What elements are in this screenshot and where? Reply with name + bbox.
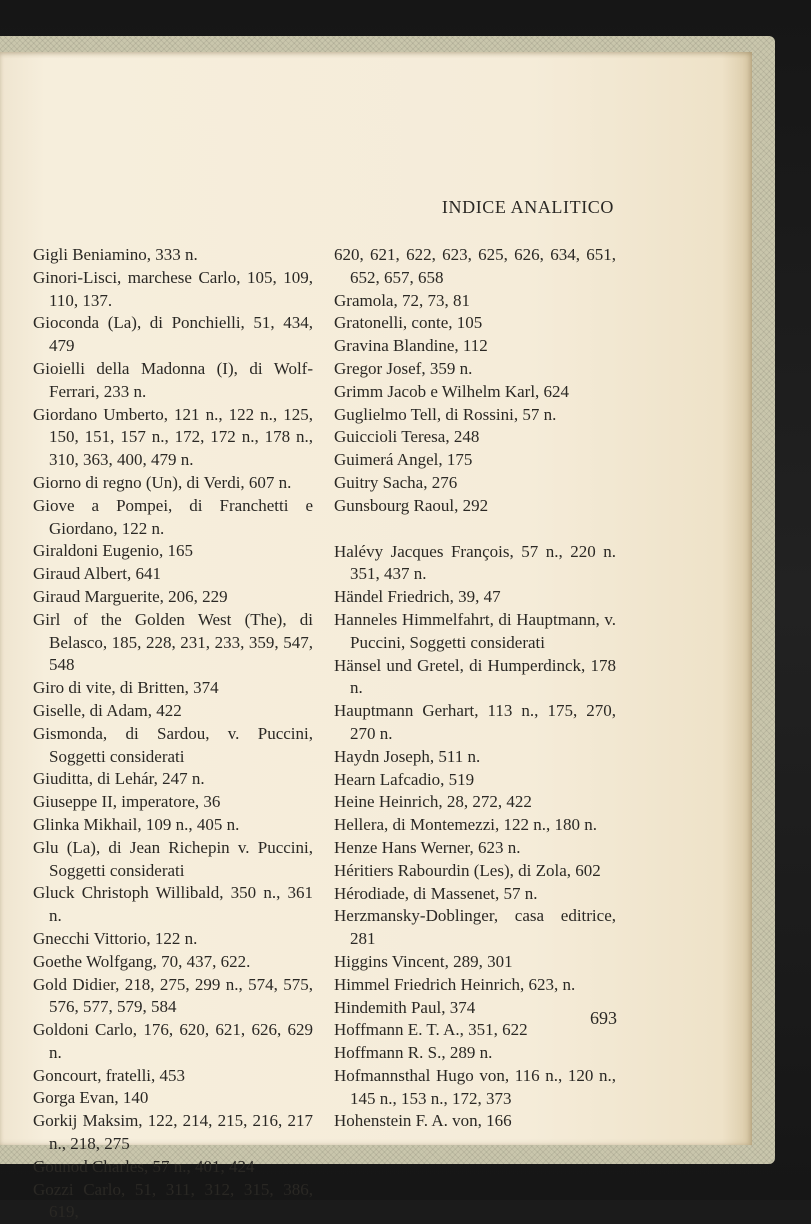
index-entry: Hindemith Paul, 374 [334,997,476,1017]
index-entry: Glinka Mikhail, 109 n., 405 n. [33,814,240,834]
index-entry: Gozzi Carlo, 51, 311, 312, 315, 386, 619, [33,1179,313,1222]
index-entry: Glu (La), di Jean Richepin v. Puccini, Soggetti considerati [33,837,313,880]
index-entry: Giraud Marguerite, 206, 229 [33,586,228,606]
index-entry: Giuseppe II, imperatore, 36 [33,792,221,812]
index-entry: Higgins Vincent, 289, 301 [334,951,513,971]
index-entry: Gnecchi Vittorio, 122 n. [33,928,198,948]
index-entry: Gluck Christoph Willibald, 350 n., 361 n. [33,883,313,926]
index-entry: Gounod Charles, 57 n., 401, 424 [33,1156,255,1176]
letter-section-gap [334,518,616,541]
index-entry: Hearn Lafcadio, 519 [334,769,475,789]
index-entry: Héritiers Rabourdin (Les), di Zola, 602 [334,860,601,880]
index-entry: Guglielmo Tell, di Rossini, 57 n. [334,404,557,424]
index-entry: Hellera, di Montemezzi, 122 n., 180 n. [334,815,597,835]
index-entry: Gismonda, di Sardou, v. Puccini, Soggetti considerati [33,723,313,766]
index-entry: Guiccioli Teresa, 248 [334,427,480,447]
index-entry: Himmel Friedrich Heinrich, 623, n. [334,974,576,994]
index-entry: Ginori-Lisci, marchese Carlo, 105, 109, 110, 137. [33,267,313,310]
index-entry: Halévy Jacques François, 57 n., 220 n. 351, 437 n. [334,541,616,584]
index-entry: Hérodiade, di Massenet, 57 n. [334,883,538,903]
index-entry: Herzmansky-Doblinger, casa editrice, 281 [334,906,616,949]
index-entry: Haydn Joseph, 511 n. [334,746,481,766]
index-entry: Hofmannsthal Hugo von, 116 n., 120 n., 145 n., 153 n., 172, 373 [334,1065,616,1108]
index-entry: Giordano Umberto, 121 n., 122 n., 125, 150, 151, 157 n., 172, 172 n., 178 n., 310, 363, 400, 479 n. [33,404,313,470]
index-entry: Goldoni Carlo, 176, 620, 621, 626, 629 n. [33,1020,313,1062]
index-entry: Hoffmann E. T. A., 351, 622 [334,1020,528,1040]
index-entry: Goncourt, fratelli, 453 [33,1065,186,1085]
index-entry: Goethe Wolfgang, 70, 437, 622. [33,951,251,971]
index-entry: Giorno di regno (Un), di Verdi, 607 n. [33,472,292,492]
index-entry: Gregor Josef, 359 n. [334,358,473,378]
index-entry: Hohenstein F. A. von, 166 [334,1111,512,1131]
index-entry: Henze Hans Werner, 623 n. [334,837,521,857]
index-entry: Giraldoni Eugenio, 165 [33,541,194,561]
index-entry: Giselle, di Adam, 422 [33,700,182,720]
index-entry: Girl of the Golden West (The), di Belasco, 185, 228, 231, 233, 359, 547, 548 [33,609,313,675]
index-entry: Guitry Sacha, 276 [334,472,458,492]
index-entry: Giro di vite, di Britten, 374 [33,678,219,698]
index-entry: Gratonelli, conte, 105 [334,313,483,333]
index-entry: Gorga Evan, 140 [33,1088,149,1108]
index-entry: Gioconda (La), di Ponchielli, 51, 434, 479 [33,313,313,356]
index-entry: Guimerá Angel, 175 [334,450,473,470]
index-column-right [334,244,616,1133]
index-entry: Giraud Albert, 641 [33,564,161,584]
index-entry: Händel Friedrich, 39, 47 [334,587,501,607]
index-entry: Gorkij Maksim, 122, 214, 215, 216, 217 n., 218, 275 [33,1111,313,1154]
index-entry: Giove a Pompei, di Franchetti e Giordano, 122 n. [33,495,313,538]
index-entry: Gramola, 72, 73, 81 [334,290,470,310]
index-entry: Heine Heinrich, 28, 272, 422 [334,792,532,812]
index-entry: Hanneles Himmelfahrt, di Hauptmann, v. Puccini, Soggetti considerati [334,609,616,652]
page-number: 693 [590,1008,617,1028]
index-entry: Gunsbourg Raoul, 292 [334,495,489,515]
index-entry: Gravina Blandine, 112 [334,336,488,356]
index-entry: 620, 621, 622, 623, 625, 626, 634, 651, 652, 657, 658 [334,245,616,287]
index-entry: Grimm Jacob e Wilhelm Karl, 624 [334,381,570,401]
index-entry: Gioielli della Madonna (I), di Wolf-Ferrari, 233 n. [33,358,313,401]
index-entry: Gigli Beniamino, 333 n. [33,245,198,264]
index-entry: Hoffmann R. S., 289 n. [334,1043,493,1063]
index-entry: Giuditta, di Lehár, 247 n. [33,769,205,789]
index-entry: Hauptmann Gerhart, 113 n., 175, 270, 270 n. [334,701,616,743]
index-entry: Gold Didier, 218, 275, 299 n., 574, 575, 576, 577, 579, 584 [33,974,313,1017]
index-column-left [33,244,313,1224]
index-entry: Hänsel und Gretel, di Humperdinck, 178 n. [334,655,616,698]
running-head: INDICE ANALITICO [441,197,614,217]
